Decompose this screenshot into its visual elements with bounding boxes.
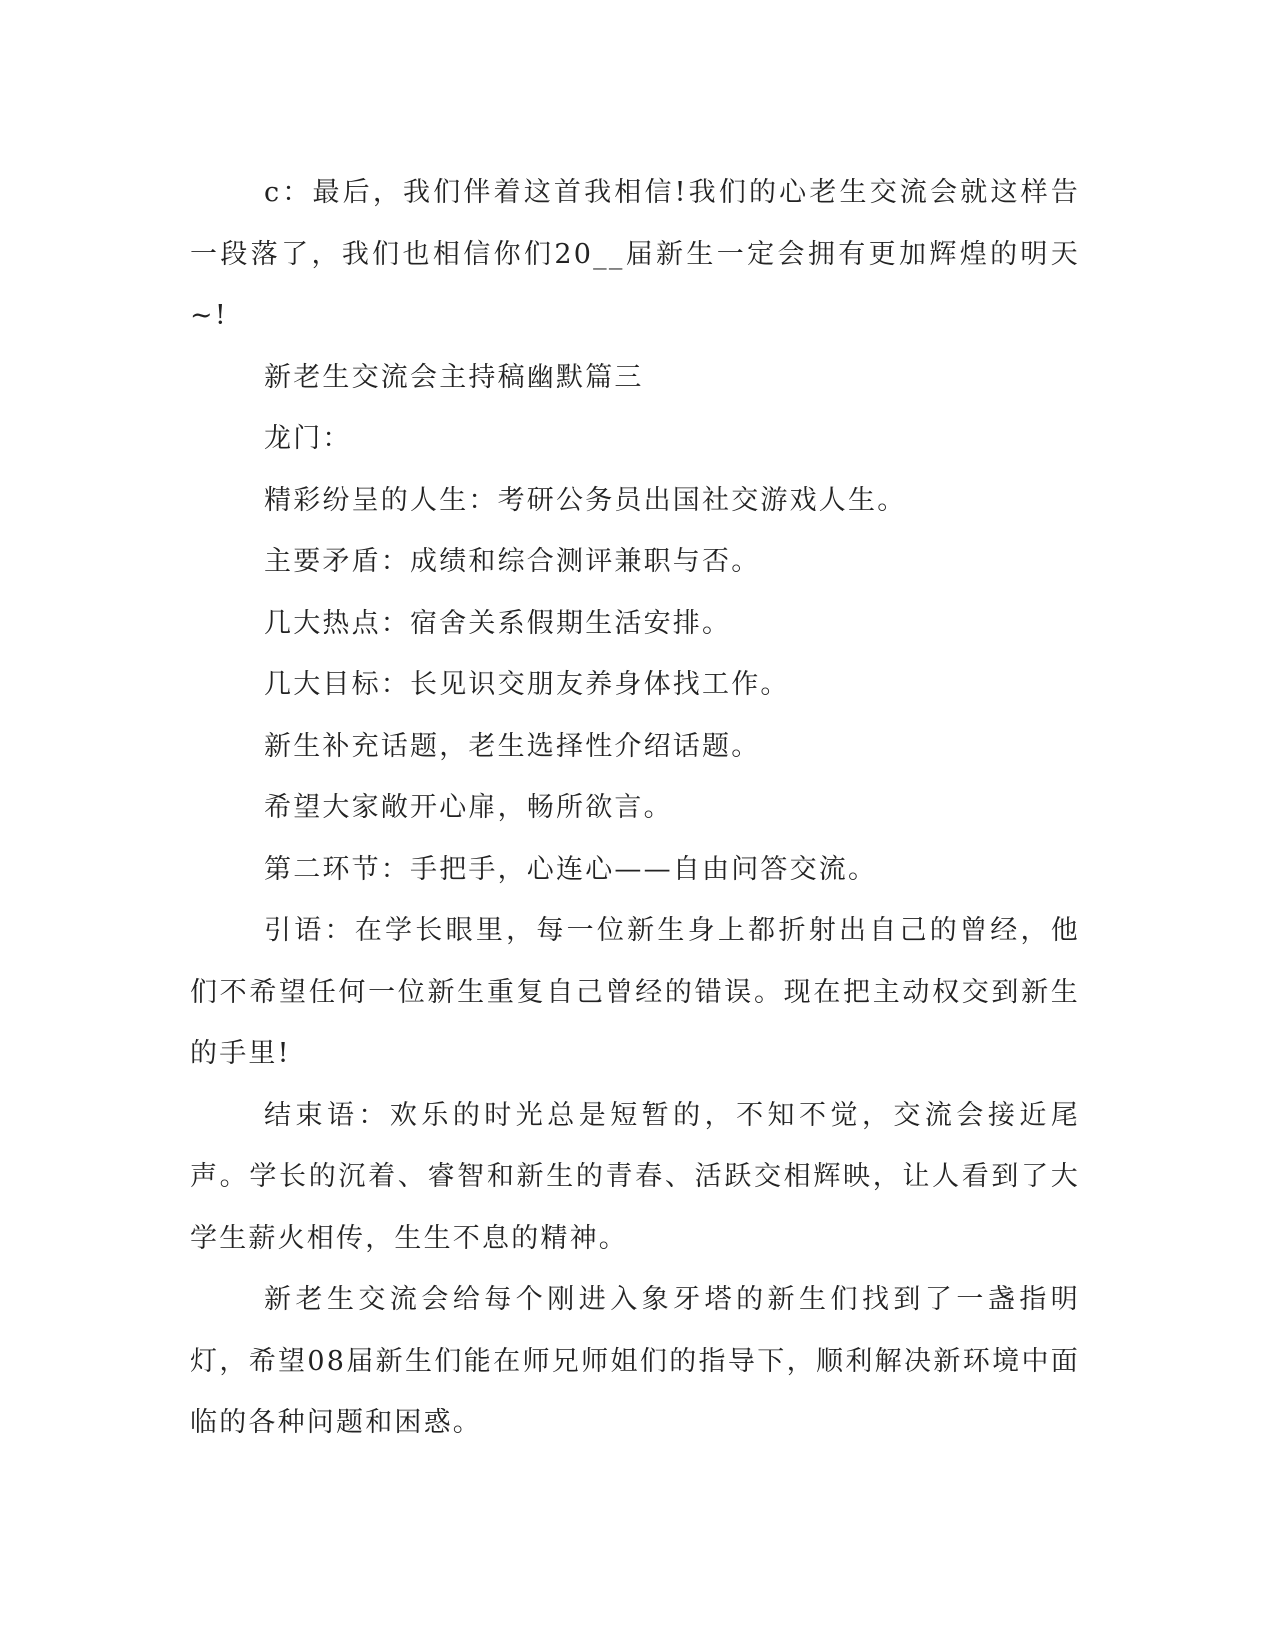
paragraph-hot-topics: 几大热点：宿舍关系假期生活安排。 [264, 607, 732, 639]
document-body [190, 162, 1080, 1454]
paragraph-supplement: 新生补充话题，老生选择性介绍话题。 [264, 730, 761, 762]
paragraph-closing-c: c：最后，我们伴着这首我相信!我们的心老生交流会就这样告一段落了，我们也相信你们20__届新生一定会拥有更加辉煌的明天~! [190, 177, 1080, 331]
paragraph-second-session: 第二环节：手把手，心连心——自由问答交流。 [264, 853, 878, 885]
paragraph-conclusion: 结束语：欢乐的时光总是短暂的，不知不觉，交流会接近尾声。学长的沉着、睿智和新生的青春、活跃交相辉映，让人看到了大学生薪火相传，生生不息的精神。 [190, 1099, 1080, 1254]
paragraph-introduction: 引语：在学长眼里，每一位新生身上都折射出自己的曾经，他们不希望任何一位新生重复自己曾经的错误。现在把主动权交到新生的手里! [190, 915, 1080, 1069]
paragraph-open-hearts: 希望大家敞开心扉，畅所欲言。 [264, 792, 673, 823]
paragraph-longmen: 龙门： [264, 423, 352, 454]
paragraph-goals: 几大目标：长见识交朋友养身体找工作。 [264, 669, 790, 700]
paragraph-life-topics: 精彩纷呈的人生：考研公务员出国社交游戏人生。 [264, 484, 907, 516]
paragraph-final: 新老生交流会给每个刚进入象牙塔的新生们找到了一盏指明灯，希望08届新生们能在师兄师姐们的指导下，顺利解决新环境中面临的各种问题和困惑。 [190, 1284, 1080, 1438]
section-heading: 新老生交流会主持稿幽默篇三 [264, 361, 644, 393]
paragraph-main-conflicts: 主要矛盾：成绩和综合测评兼职与否。 [264, 546, 761, 577]
